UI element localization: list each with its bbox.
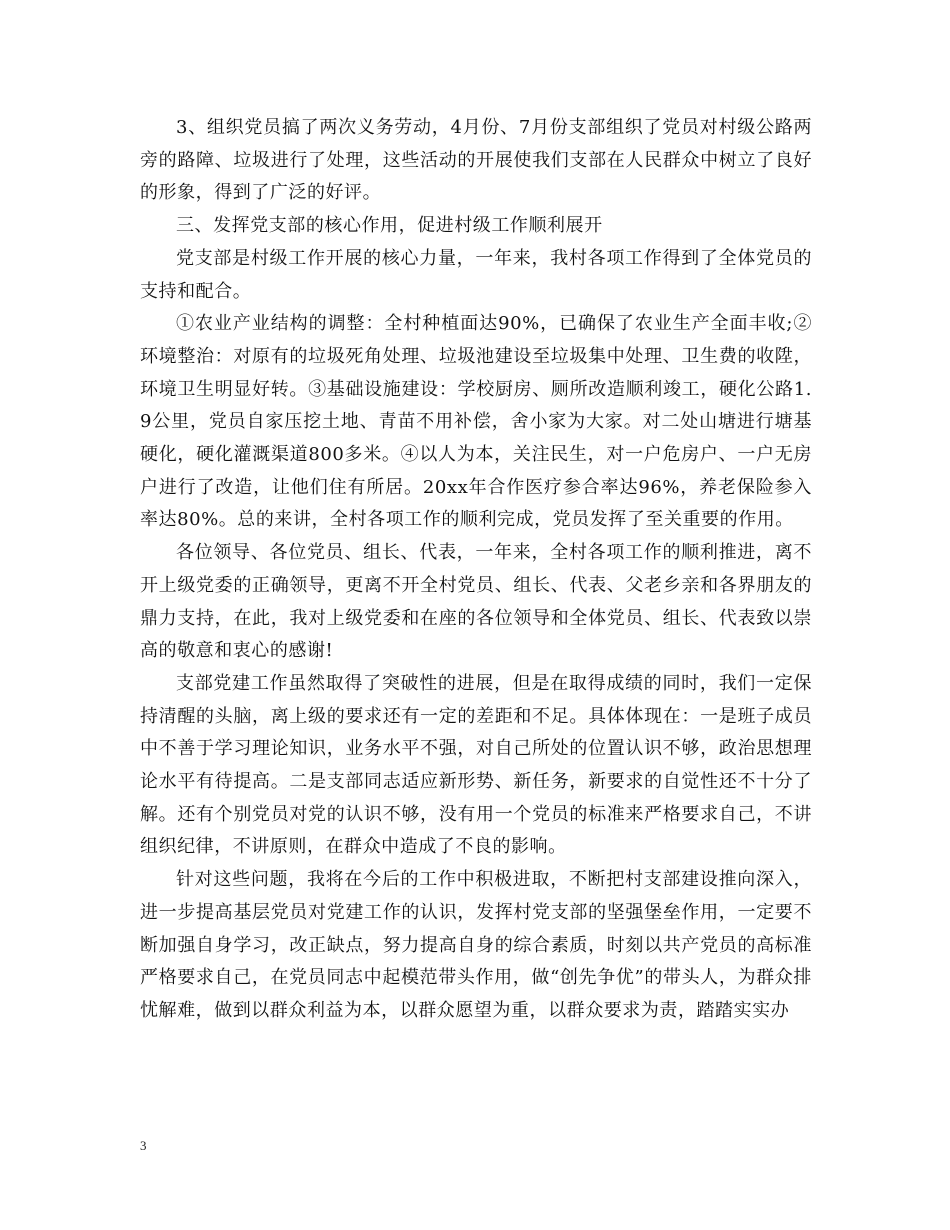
document-body: [140, 112, 812, 1028]
paragraph-future-plans: 针对这些问题，我将在今后的工作中积极进取，不断把村支部建设推向深入，进一步提高基层党员对党建工作的认识，发挥村党支部的坚强堡垒作用，一定要不断加强自身学习，改正缺点，努力提高自身的综合素质，时刻以共产党员的高标准严格要求自己，在党员同志中起模范带头作用，做“创先争优”的带头人，为群众排忧解难，做到以群众利益为本，以群众愿望为重，以群众要求为责，踏踏实实办: [140, 869, 812, 1021]
section-heading-core-role: 三、发挥党支部的核心作用，促进村级工作顺利展开: [176, 215, 603, 237]
paragraph-achievements-list: ①农业产业结构的调整：全村种植面达90%，已确保了农业生产全面丰收;②环境整治：对原有的垃圾死角处理、垃圾池建设至垃圾集中处理、卫生费的收陞，环境卫生明显好转。③基础设施建设：学校厨房、厕所改造顺利竣工，硬化公路1.9公里，党员自家压挖土地、青苗不用补偿，舍小家为大家。对二处山塘进行塘基硬化，硬化灌溉渠道800多米。④以人为本，关注民生，对一户危房户、一户无房户进行了改造，让他们住有所居。20xx年合作医疗参合率达96%，养老保险参入率达80%。总的来讲，全村各项工作的顺利完成，党员发挥了至关重要的作用。: [140, 313, 812, 531]
page-number: 3: [140, 1138, 147, 1153]
paragraph-core-force: 党支部是村级工作开展的核心力量，一年来，我村各项工作得到了全体党员的支持和配合。: [140, 247, 812, 302]
paragraph-voluntary-labor: 3、组织党员搞了两次义务劳动，4月份、7月份支部组织了党员对村级公路两旁的路障、垃圾进行了处理，这些活动的开展使我们支部在人民群众中树立了良好的形象，得到了广泛的好评。: [140, 117, 812, 204]
paragraph-thanks: 各位领导、各位党员、组长、代表，一年来，全村各项工作的顺利推进，离不开上级党委的正确领导，更离不开全村党员、组长、代表、父老乡亲和各界朋友的鼎力支持，在此，我对上级党委和在座的各位领导和全体党员、组长、代表致以崇高的敬意和衷心的感谢!: [140, 542, 812, 662]
paragraph-shortcomings: 支部党建工作虽然取得了突破性的进展，但是在取得成绩的同时，我们一定保持清醒的头脑，离上级的要求还有一定的差距和不足。具体体现在：一是班子成员中不善于学习理论知识，业务水平不强，对自己所处的位置认识不够，政治思想理论水平有待提高。二是支部同志适应新形势、新任务，新要求的自觉性还不十分了解。还有个别党员对党的认识不够，没有用一个党员的标准来严格要求自己，不讲组织纪律，不讲原则，在群众中造成了不良的影响。: [140, 672, 812, 858]
